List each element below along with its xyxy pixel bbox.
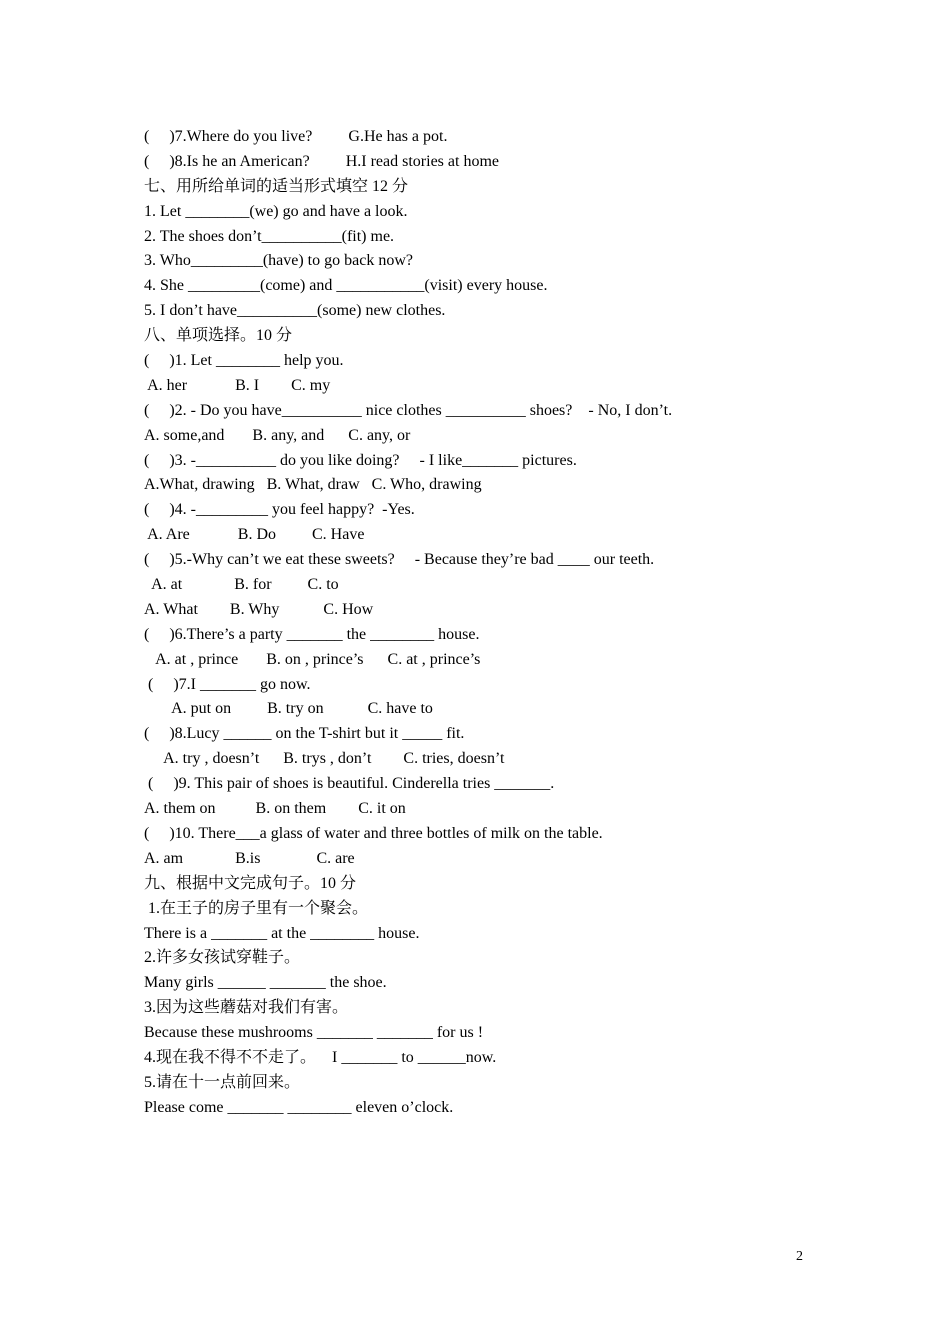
text-line: ( )8.Lucy ______ on the T-shirt but it _____ fit.	[144, 725, 465, 743]
text-line: A. Are B. Do C. Have	[144, 526, 365, 544]
text-line: ( )4. -_________ you feel happy? -Yes.	[144, 501, 415, 519]
text-line: 2.许多女孩试穿鞋子。	[144, 949, 301, 967]
text-line: 4. She _________(come) and ___________(visit) every house.	[144, 277, 548, 295]
text-line: A. put on B. try on C. have to	[144, 700, 433, 718]
text-line: A. at B. for C. to	[144, 576, 339, 594]
text-line: 3. Who_________(have) to go back now?	[144, 252, 413, 270]
text-line: ( )2. - Do you have__________ nice clothes __________ shoes? - No, I don’t.	[144, 401, 673, 419]
page-number: 2	[796, 1249, 803, 1264]
text-line: ( )7.I _______ go now.	[144, 675, 311, 693]
text-line: There is a _______ at the ________ house.	[144, 924, 420, 942]
text-line: ( )8.Is he an American? H.I read stories at home	[144, 152, 499, 170]
text-line: Because these mushrooms _______ _______ for us !	[144, 1024, 484, 1042]
text-line: A. some,and B. any, and C. any, or	[144, 426, 411, 444]
text-line: 5.请在十一点前回来。	[144, 1073, 301, 1091]
text-line: A. at , prince B. on , prince’s C. at , prince’s	[144, 650, 481, 668]
worksheet-content	[144, 125, 844, 1121]
text-line: 5. I don’t have__________(some) new clothes.	[144, 302, 446, 320]
text-line: ( )7.Where do you live? G.He has a pot.	[144, 128, 448, 145]
text-line: Please come _______ ________ eleven o’clock.	[144, 1098, 454, 1116]
text-line: A. try , doesn’t B. trys , don’t C. tries, doesn’t	[144, 750, 505, 768]
text-line: Many girls ______ _______ the shoe.	[144, 974, 387, 992]
text-line: ( )1. Let ________ help you.	[144, 352, 344, 370]
text-line: 1.在王子的房子里有一个聚会。	[144, 899, 369, 917]
text-line: 七、用所给单词的适当形式填空 12 分	[144, 177, 409, 195]
text-line: 八、单项选择。10 分	[144, 327, 293, 345]
text-line: A.What, drawing B. What, draw C. Who, drawing	[144, 476, 482, 494]
text-line: ( )5.-Why can’t we eat these sweets? - Because they’re bad ____ our teeth.	[144, 551, 655, 569]
text-line: 4.现在我不得不不走了。 I _______ to ______now.	[144, 1048, 497, 1066]
text-line: A. am B.is C. are	[144, 849, 355, 867]
text-line: ( )10. There___a glass of water and three bottles of milk on the table.	[144, 824, 603, 842]
text-line: 3.因为这些蘑菇对我们有害。	[144, 999, 349, 1017]
text-line: ( )9. This pair of shoes is beautiful. Cinderella tries _______.	[144, 775, 555, 793]
text-line: 九、根据中文完成句子。10 分	[144, 874, 357, 892]
text-line: 1. Let ________(we) go and have a look.	[144, 202, 408, 220]
text-line: ( )6.There’s a party _______ the ________ house.	[144, 625, 480, 643]
text-line: A. What B. Why C. How	[144, 600, 374, 618]
text-line: 2. The shoes don’t__________(fit) me.	[144, 227, 395, 245]
text-line: ( )3. -__________ do you like doing? - I like_______ pictures.	[144, 451, 577, 469]
text-line: A. them on B. on them C. it on	[144, 800, 406, 818]
text-line: A. her B. I C. my	[144, 376, 331, 394]
